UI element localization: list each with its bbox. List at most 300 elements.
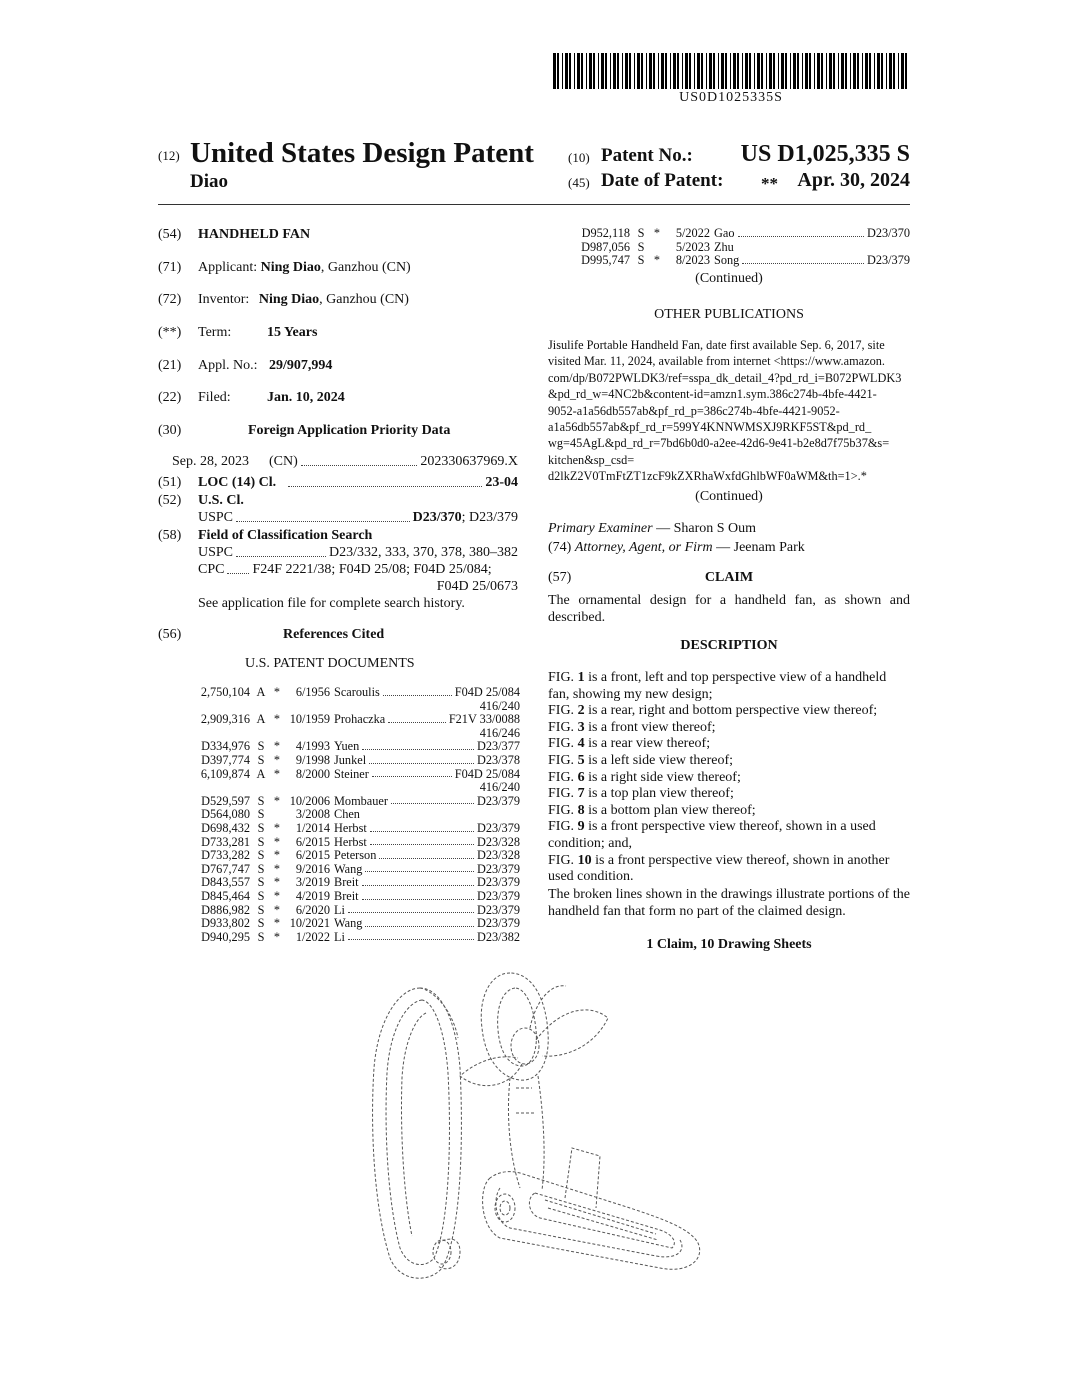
handheld-fan-drawing [360,968,720,1288]
reference-kind: A [256,685,266,699]
dot-leader [388,722,446,723]
reference-star: * [653,253,661,268]
barcode-bar [809,53,811,89]
reference-star: * [273,929,281,944]
other-publication-line: com/dp/B072PWLDK3/ref=sspa_dk_detail_4?pd_rd_i=B072PWLDK3 [548,370,902,385]
reference-row [188,917,520,931]
code-30: (30) [158,423,182,438]
reference-name-cell [714,227,910,241]
code-52: (52) [158,493,182,508]
reference-row [188,931,520,945]
reference-number: D952,118 [581,226,630,240]
priority-row [172,453,518,470]
barcode-bar [754,53,755,89]
broken-lines-note: The broken lines shown in the drawings illustrate portions of the handheld fan that form no part of the claimed design. [548,887,910,919]
description-item [548,736,910,753]
reference-row [188,890,520,904]
reference-kind: S [257,848,265,863]
reference-date: 5/2022 [675,226,710,240]
other-publication-line: a1a56db557ab&pf_rd_r=599Y4KNNWMSXJ9RKF5ST&pd_rd_ [548,420,872,435]
representative-drawing [360,968,720,1288]
description-heading: DESCRIPTION [680,638,778,653]
reference-name-cell [334,876,520,890]
examiner-name: — Sharon S Oum [652,521,757,536]
loc-value: 23-04 [485,475,518,490]
barcode-bar [706,53,707,89]
barcode-bar [853,53,856,89]
barcode-bar [749,53,751,89]
barcode-bar [814,53,815,89]
dot-leader [301,465,418,466]
barcode-bar [718,53,719,89]
reference-subclass: 416/240 [479,698,520,713]
dot-leader [742,263,864,264]
barcode-bar [629,53,631,89]
reference-class: D23/377 [476,739,520,754]
reference-date: 6/1956 [295,685,330,699]
cpc-row [198,561,518,578]
reference-date: 6/2020 [295,902,330,917]
reference-name-cell [334,890,520,904]
reference-kind: S [257,916,265,931]
barcode [551,53,911,89]
barcode-bar [761,53,763,89]
reference-kind: S [637,239,645,254]
reference-name: Peterson [334,848,377,863]
attorney-label: Attorney, Agent, or Firm [574,540,713,555]
reference-star [272,808,282,822]
reference-name: Junkel [334,752,367,767]
loc-row [198,474,518,491]
description-item [548,853,910,886]
reference-kind: S [257,793,265,808]
reference-class: D23/379 [476,875,520,890]
field-uspc-row [198,544,518,561]
examiner-label: Primary Examiner [548,521,653,536]
barcode-bar [766,53,767,89]
reference-date: 10/2021 [289,916,330,931]
reference-star: * [273,888,281,903]
reference-class: D23/379 [476,820,520,835]
references-heading: References Cited [283,627,385,642]
dot-leader [348,939,474,940]
reference-date: 6/2015 [295,834,330,849]
description-prefix: FIG. [548,752,578,768]
priority-heading: Foreign Application Priority Data [248,423,451,438]
appl-no-label: Appl. No.: [198,358,258,373]
reference-number: D987,056 [581,239,630,254]
barcode-bar [677,53,679,89]
barcode-bar [845,53,847,89]
barcode-bar [725,53,727,89]
reference-row [188,754,520,768]
barcode-bar [817,53,820,89]
reference-kind: S [257,752,265,767]
barcode-bar [593,53,595,89]
reference-name: Breit [334,875,359,890]
reference-kind: S [257,807,265,822]
reference-star: * [273,902,281,917]
barcode-bar [622,53,623,89]
barcode-bar [742,53,743,89]
barcode-bar [778,53,779,89]
claim-heading: CLAIM [704,570,754,585]
priority-country: (CN) [269,454,298,469]
reference-name-cell [334,754,520,768]
reference-number: D845,464 [201,888,250,903]
term-value: 15 Years [267,325,318,340]
reference-name-cell [334,768,520,782]
reference-number: D886,982 [201,902,250,917]
reference-kind: S [637,226,645,240]
reference-date: 8/2000 [295,766,330,781]
figure-number: 3 [577,719,585,735]
reference-row [188,713,520,727]
reference-class: F04D 25/084 [454,766,520,781]
reference-date: 4/1993 [295,739,330,754]
cpc-label: CPC [198,562,225,577]
other-publication-line: 9052-a1a56db557ab&pf_rd_p=386c274b-4bfe-4421-9052- [548,403,840,418]
reference-name-cell [334,808,520,822]
reference-date: 5/2023 [675,239,710,254]
barcode-bar [653,53,655,89]
field-uspc-value: D23/332, 333, 370, 378, 380–382 [329,545,518,560]
barcode-bar [901,53,904,89]
dot-leader [391,803,474,804]
description-prefix: FIG. [548,670,578,685]
uspc-rest: ; D23/379 [461,510,518,525]
barcode-bar [553,53,556,89]
reference-name-cell [334,917,520,931]
description-item [548,770,910,787]
barcode-bar [557,53,559,89]
reference-star: * [273,739,281,754]
reference-number: D843,557 [201,875,250,890]
code-12: (12) [158,148,180,163]
barcode-bar [874,53,875,89]
description-text: is a left side view thereof; [584,752,734,768]
examiner-line [548,520,756,537]
barcode-bar [589,53,592,89]
barcode-bar [661,53,664,89]
dot-leader [370,844,474,845]
reference-star: * [273,820,281,835]
barcode-bar [685,53,688,89]
description-item [548,753,910,770]
code-54: (54) [158,227,182,242]
reference-class: D23/379 [476,902,520,917]
reference-star: * [273,875,281,890]
dot-leader [372,776,452,777]
reference-date: 8/2023 [675,253,710,268]
references-list-continued [578,227,910,268]
code-72: (72) [158,292,182,307]
field-search-heading: Field of Classification Search [198,528,373,543]
reference-number: D564,080 [201,807,250,822]
reference-name-cell [334,904,520,918]
barcode-bar [862,53,863,89]
reference-date: 6/2015 [295,848,330,863]
barcode-bar [905,53,907,89]
reference-row [578,254,910,268]
reference-number: D698,432 [201,820,250,835]
barcode-bar [757,53,760,89]
reference-kind: S [637,253,645,268]
reference-class: D23/379 [476,888,520,903]
dot-leader [379,858,474,859]
description-prefix: FIG. [548,769,578,785]
reference-kind: S [257,820,265,835]
reference-kind: S [257,875,265,890]
barcode-bar [745,53,748,89]
description-text: is a front perspective view thereof, shown in a used condition; and, [548,819,876,851]
barcode-bar [610,53,611,89]
reference-number: D995,747 [581,253,630,268]
description-prefix: FIG. [548,703,578,719]
continued-2: (Continued) [695,489,763,504]
barcode-bar [721,53,724,89]
figure-number: 5 [577,752,585,768]
reference-row [188,849,520,863]
other-publications-heading: OTHER PUBLICATIONS [654,307,804,322]
reference-number: D397,774 [201,752,250,767]
reference-row [578,227,910,241]
reference-name-cell [334,863,520,877]
reference-number: D940,295 [201,929,250,944]
barcode-bar [586,53,587,89]
reference-star: * [273,916,281,931]
reference-kind: S [257,902,265,917]
code-58: (58) [158,528,182,543]
field-uspc-label: USPC [198,545,234,560]
barcode-bar [682,53,683,89]
reference-name-cell [334,795,520,809]
description-text: is a bottom plan view thereof; [584,802,756,818]
us-cl-label: U.S. Cl. [198,493,244,508]
description-prefix: FIG. [548,819,578,835]
patent-no-label: Patent No.: [601,145,693,166]
barcode-bar [598,53,599,89]
reference-star: * [273,752,281,767]
description-prefix: FIG. [548,852,578,868]
barcode-text: US0D1025335S [679,90,783,105]
other-publication-text [548,337,910,485]
code-74: (74) [548,540,572,555]
figure-number: 2 [577,703,585,719]
continued-1: (Continued) [695,271,763,286]
applicant-location: , Ganzhou (CN) [320,260,411,275]
reference-class: F21V 33/0088 [448,712,520,727]
code-22: (22) [158,390,182,405]
reference-row [188,740,520,754]
reference-row [188,836,520,850]
reference-date: 1/2014 [295,820,330,835]
reference-kind: S [257,888,265,903]
barcode-bar [649,53,652,89]
reference-date: 9/2016 [295,861,330,876]
reference-subclass: 416/246 [479,725,520,740]
barcode-bar [826,53,827,89]
barcode-bar [898,53,899,89]
reference-row [188,904,520,918]
applicant-label: Applicant: [198,260,258,275]
reference-number: 6,109,874 [200,766,250,781]
dot-leader [236,521,410,522]
barcode-bar [781,53,784,89]
barcode-bar [733,53,736,89]
reference-number: D529,597 [201,793,250,808]
dot-leader [365,926,474,927]
barcode-bar [646,53,647,89]
reference-name-cell [334,822,520,836]
barcode-bar [581,53,583,89]
reference-kind: S [257,834,265,849]
reference-number: 2,909,316 [200,712,250,727]
figure-number: 9 [577,819,585,835]
barcode-bar [574,53,575,89]
filed-value: Jan. 10, 2024 [267,390,345,405]
reference-name: Yuen [334,739,360,754]
date-marker: ** [761,174,778,193]
date-of-patent-label: Date of Patent: [601,170,724,191]
figure-number: 8 [577,802,585,818]
patent-number: US D1,025,335 S [740,141,910,167]
filed-label: Filed: [198,390,231,405]
attorney-name: — Jeenam Park [712,540,805,555]
barcode-bar [865,53,868,89]
reference-date: 4/2019 [295,888,330,903]
reference-date: 10/2006 [289,793,330,808]
description-prefix: FIG. [548,802,578,818]
description-item [548,720,910,737]
reference-name-cell [334,836,520,850]
uspc-main: D23/370 [412,510,462,525]
description-item [548,819,910,852]
reference-name: Herbst [334,834,367,849]
other-publication-line: Jisulife Portable Handheld Fan, date first available Sep. 6, 2017, site [548,338,885,352]
barcode-bar [709,53,712,89]
reference-class: D23/370 [866,226,910,240]
reference-row [188,768,520,782]
figure-number: 7 [577,786,585,802]
barcode-bar [785,53,787,89]
barcode-bar [889,53,892,89]
reference-name-cell [334,740,520,754]
reference-star: * [273,793,281,808]
reference-class: D23/379 [476,916,520,931]
barcode-bar [829,53,832,89]
barcode-bar [833,53,835,89]
reference-kind: S [257,739,265,754]
barcode-bar [658,53,659,89]
reference-row [188,863,520,877]
inventor-line [198,291,409,308]
term-label: Term: [198,325,232,340]
barcode-bar [857,53,859,89]
search-history-note: See application file for complete search history. [198,596,465,611]
reference-name: Chen [334,807,360,822]
reference-star: * [273,834,281,849]
barcode-bar [601,53,604,89]
dot-leader [348,912,474,913]
barcode-bar [605,53,607,89]
reference-kind: A [256,766,266,781]
barcode-bar [886,53,887,89]
appl-no-value: 29/907,994 [269,358,333,373]
reference-row [188,686,520,700]
reference-subclass: 416/240 [479,780,520,795]
barcode-bar [562,53,563,89]
code-51: (51) [158,475,182,490]
loc-label: LOC (14) Cl. [198,475,277,490]
code-45: (45) [568,175,590,190]
dot-leader [369,763,474,764]
reference-kind: S [257,929,265,944]
code-21: (21) [158,358,182,373]
reference-class: D23/379 [476,861,520,876]
reference-date: 3/2019 [295,875,330,890]
reference-name: Wang [334,916,363,931]
code-57: (57) [548,570,572,585]
applicant-name: Ning Diao [260,260,321,275]
barcode-bar [701,53,703,89]
reference-name: Li [334,902,345,917]
barcode-bar [773,53,775,89]
date-of-patent: Apr. 30, 2024 [797,169,910,191]
barcode-graphic [551,53,911,89]
reference-row [578,241,910,255]
barcode-bar [730,53,731,89]
reference-name: Song [714,253,740,268]
reference-class: D23/328 [476,848,520,863]
barcode-bar [797,53,799,89]
uspc-label: USPC [198,510,234,525]
reference-kind: A [256,712,266,727]
barcode-bar [689,53,691,89]
reference-name: Herbst [334,820,367,835]
uspc-row [198,509,518,526]
cpc-line-2: F04D 25/0673 [436,579,518,594]
reference-name-cell [334,686,520,700]
reference-class: D23/382 [476,929,520,944]
reference-name: Zhu [714,239,734,254]
reference-name: Prohaczka [334,712,386,727]
reference-name-cell [714,241,910,255]
header-rule [158,204,910,205]
dot-leader [288,486,482,487]
barcode-bar [694,53,695,89]
cpc-line-1: F24F 2221/38; F04D 25/08; F04D 25/084; [252,562,492,577]
description-item [548,803,910,820]
reference-number: D933,802 [201,916,250,931]
inventor-short: Diao [190,171,228,192]
description-text: is a rear view thereof; [584,736,711,752]
reference-row [188,876,520,890]
barcode-bar [613,53,616,89]
dot-leader [738,236,864,237]
reference-star: * [273,685,281,699]
description-item [548,670,910,703]
reference-star: * [273,848,281,863]
reference-name: Scaroulis [334,685,380,699]
reference-row [188,808,520,822]
dot-leader [227,573,249,574]
description-item [548,703,910,720]
claims-summary: 1 Claim, 10 Drawing Sheets [646,937,812,952]
barcode-bar [617,53,619,89]
reference-row [188,795,520,809]
figure-number: 10 [577,852,592,868]
